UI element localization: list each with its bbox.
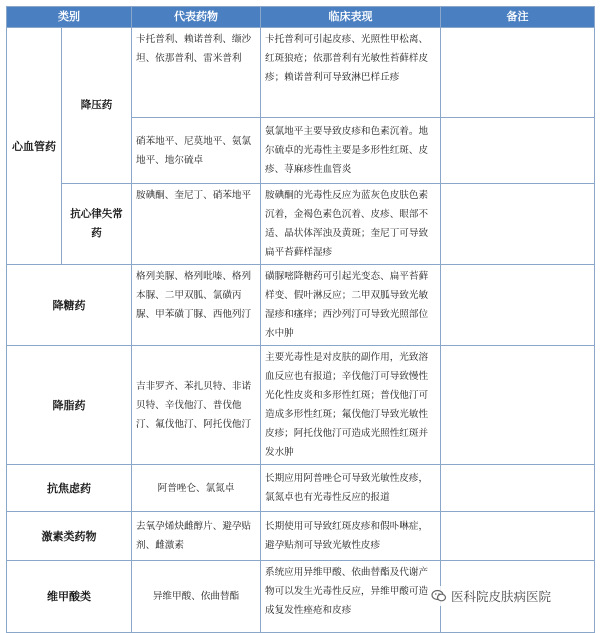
notes-cell bbox=[441, 184, 595, 265]
category-cell: 降糖药 bbox=[7, 265, 132, 346]
category-cell: 激素类药物 bbox=[7, 512, 132, 561]
header-category: 类别 bbox=[7, 7, 132, 28]
header-clinical: 临床表现 bbox=[261, 7, 441, 28]
clinical-cell: 长期应用阿普唑仑可导致光敏性皮疹，氯氮卓也有光毒性反应的报道 bbox=[261, 465, 441, 512]
drugs-cell: 格列美脲、格列吡嗪、格列本脲、二甲双胍、氯磺丙脲、甲苯磺丁脲、西他列汀 bbox=[132, 265, 261, 346]
clinical-cell: 磺脲嘧降糖药可引起光变态、扁平苔藓样变、假叶淋反应；二甲双胍导致光敏湿疹和瘙痒；西沙列汀可导致光照部位水中肿 bbox=[261, 265, 441, 346]
notes-cell bbox=[441, 465, 595, 512]
notes-cell bbox=[441, 346, 595, 465]
header-notes: 备注 bbox=[441, 7, 595, 28]
header-drugs: 代表药物 bbox=[132, 7, 261, 28]
drugs-cell: 胺碘酮、奎尼丁、硝苯地平 bbox=[132, 184, 261, 265]
clinical-cell: 主要光毒性是对皮肤的副作用，光致溶血反应也有报道；辛伐他汀可导致慢性光化性皮炎和多形性红斑；普伐他汀可造成多形性红斑；氟伐他汀导致光敏性皮疹；阿托伐他汀可造成光照性红斑并发水肿 bbox=[261, 346, 441, 465]
table-row bbox=[7, 265, 595, 346]
category-cell: 维甲酸类 bbox=[7, 561, 132, 633]
wechat-bubble-icon bbox=[431, 588, 447, 604]
table-row bbox=[7, 465, 595, 512]
notes-cell bbox=[441, 512, 595, 561]
subcategory-cell: 降压药 bbox=[62, 28, 132, 184]
source-watermark bbox=[428, 586, 554, 606]
table-row bbox=[7, 346, 595, 465]
table-row bbox=[7, 184, 595, 265]
category-cell: 心血管药 bbox=[7, 28, 62, 265]
drugs-cell: 异维甲酸、依曲替酯 bbox=[132, 561, 261, 633]
watermark-text: 医科院皮肤病医院 bbox=[451, 589, 552, 604]
clinical-cell: 长期使用可导致红斑皮疹和假卟啉症，避孕贴剂可导致光敏性皮疹 bbox=[261, 512, 441, 561]
table-row bbox=[7, 28, 595, 118]
category-cell: 降脂药 bbox=[7, 346, 132, 465]
drugs-cell: 去氧孕烯炔雌醇片、避孕贴剂、雌激素 bbox=[132, 512, 261, 561]
drugs-cell: 卡托普利、赖诺普利、缬沙坦、依那普利、雷米普利 bbox=[132, 28, 261, 118]
drug-phototoxicity-table bbox=[6, 6, 595, 633]
clinical-cell: 系统应用异维甲酸、依曲替酯及代谢产物可以发生光毒性反应，异维甲酸可造成复发性痤疮和皮疹 bbox=[261, 561, 441, 633]
table-row bbox=[7, 512, 595, 561]
notes-cell bbox=[441, 118, 595, 184]
category-cell: 抗焦虑药 bbox=[7, 465, 132, 512]
subcategory-cell: 抗心律失常药 bbox=[62, 184, 132, 265]
notes-cell bbox=[441, 265, 595, 346]
drugs-cell: 吉非罗齐、苯扎贝特、非诺贝特、辛伐他汀、普伐他汀、氟伐他汀、阿托伐他汀 bbox=[132, 346, 261, 465]
notes-cell bbox=[441, 28, 595, 118]
clinical-cell: 氨氯地平主要导致皮疹和色素沉着。地尔硫卓的光毒性主要是多形性红斑、皮疹、荨麻疹性血管炎 bbox=[261, 118, 441, 184]
clinical-cell: 卡托普利可引起皮疹、光照性甲松离、红斑狼疮；依那普利有光敏性苔藓样皮疹；赖诺普利可导致淋巴样丘疹 bbox=[261, 28, 441, 118]
clinical-cell: 胺碘酮的光毒性反应为蓝灰色皮肤色素沉着，金褐色素色沉着、皮疹、眼部不适、晶状体浑浊及黄斑；奎尼丁可导致扁平苔藓样湿疹 bbox=[261, 184, 441, 265]
table-header-row bbox=[7, 7, 595, 28]
drugs-cell: 硝苯地平、尼莫地平、氨氯地平、地尔硫卓 bbox=[132, 118, 261, 184]
drugs-cell: 阿普唑仑、氯氮卓 bbox=[132, 465, 261, 512]
